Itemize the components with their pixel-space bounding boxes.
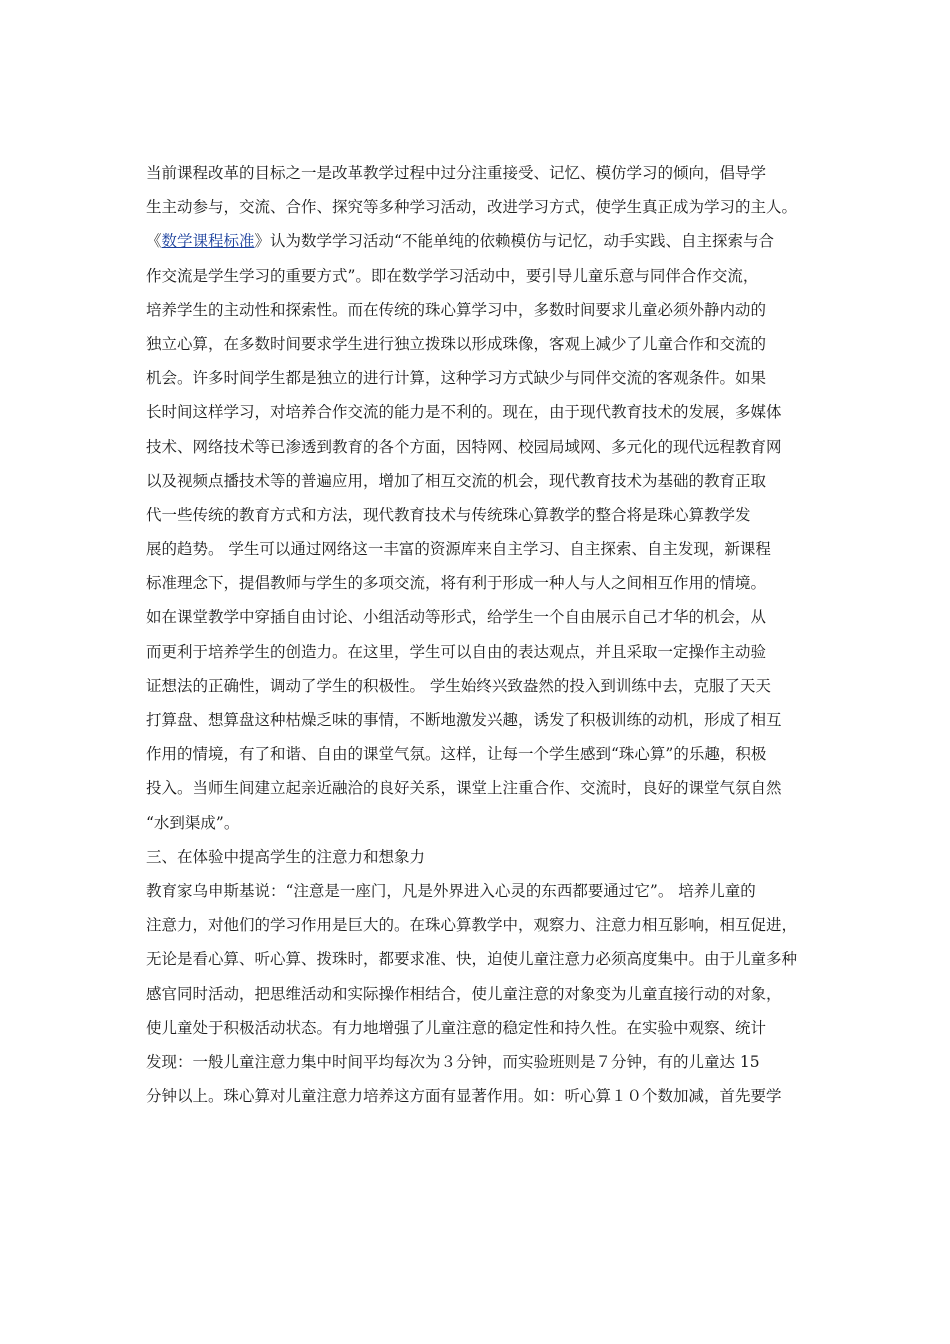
paragraph-line: 证想法的正确性，调动了学生的积极性。 学生始终兴致盎然的投入到训练中去，克服了天天 [146,676,771,695]
paragraph-line: 发现：一般儿童注意力集中时间平均每次为３分钟，而实验班则是７分钟，有的儿童达 15 [146,1052,760,1071]
paragraph-line: 如在课堂教学中穿插自由讨论、小组活动等形式，给学生一个自由展示自己才华的机会，从 [146,608,767,627]
paragraph-line: 展的趋势。 学生可以通过网络这一丰富的资源库来自主学习、自主探索、自主发现，新课程 [146,540,771,559]
document-body [146,156,806,1113]
paragraph-line: “水到渠成”。 [146,813,240,832]
paragraph-line: 代一些传统的教育方式和方法，现代教育技术与传统珠心算教学的整合将是珠心算教学发 [146,505,751,524]
paragraph-line: 注意力，对他们的学习作用是巨大的。在珠心算教学中，观察力、注意力相互影响，相互促进， [146,916,798,935]
paragraph-line: 教育家乌申斯基说：“注意是一座门，凡是外界进入心灵的东西都要通过它”。 培养儿童的 [146,881,756,900]
paragraph-line: 打算盘、想算盘这种枯燥乏味的事情，不断地激发兴趣，诱发了积极训练的动机，形成了相互 [146,711,782,729]
paragraph-line: 当前课程改革的目标之一是改革教学过程中过分注重接受、记忆、模仿学习的倾向，倡导学 [146,164,767,182]
open-bracket: 《 [146,232,162,251]
paragraph-line: 标准理念下，提倡教师与学生的多项交流，将有利于形成一种人与人之间相互作用的情境。 [146,574,767,593]
paragraph-line: 作用的情境，有了和谐、自由的课堂气氛。这样，让每一个学生感到“珠心算”的乐趣，积极 [146,745,767,764]
math-curriculum-standard-link[interactable]: 数学课程标准 [161,232,255,251]
paragraph-line: 投入。当师生间建立起亲近融洽的良好关系，课堂上注重合作、交流时，良好的课堂气氛自然 [146,779,782,798]
paragraph-line: 长时间这样学习，对培养合作交流的能力是不利的。现在，由于现代教育技术的发展，多媒体 [146,403,782,422]
paragraph-line: 感官同时活动，把思维活动和实际操作相结合，使儿童注意的对象变为儿童直接行动的对象， [146,984,782,1003]
section-heading: 三、在体验中提高学生的注意力和想象力 [146,847,426,866]
paragraph-line: 使儿童处于积极活动状态。有力地增强了儿童注意的稳定性和持久性。在实验中观察、统计 [146,1018,767,1037]
paragraph-line: 独立心算，在多数时间要求学生进行独立拨珠以形成珠像，客观上减少了儿童合作和交流的 [146,334,767,353]
paragraph-line: 机会。许多时间学生都是独立的进行计算，这种学习方式缺少与同伴交流的客观条件。如果 [146,369,767,388]
paragraph-line: 无论是看心算、听心算、拨珠时，都要求准、快，迫使儿童注意力必须高度集中。由于儿童多种 [146,950,798,969]
paragraph-line: 而更利于培养学生的创造力。在这里，学生可以自由的表达观点，并且采取一定操作主动验 [146,642,767,661]
paragraph-line: 以及视频点播技术等的普遍应用，增加了相互交流的机会，现代教育技术为基础的教育正取 [146,471,767,490]
paragraph-line [146,224,806,258]
paragraph-line: 培养学生的主动性和探索性。而在传统的珠心算学习中，多数时间要求儿童必须外静内动的 [146,300,767,319]
paragraph-line: 生主动参与，交流、合作、探究等多种学习活动，改进学习方式，使学生真正成为学习的主人。 [146,198,798,217]
paragraph-line: 分钟以上。珠心算对儿童注意力培养这方面有显著作用。如：听心算１０个数加减，首先要学 [146,1087,782,1106]
paragraph-text: 》认为数学学习活动“不能单纯的依赖模仿与记忆，动手实践、自主探索与合 [254,232,774,251]
paragraph-line: 作交流是学生学习的重要方式”。即在数学学习活动中，要引导儿童乐意与同伴合作交流， [146,266,759,285]
paragraph-line: 技术、网络技术等已渗透到教育的各个方面，因特网、校园局域网、多元化的现代远程教育网 [146,437,782,456]
